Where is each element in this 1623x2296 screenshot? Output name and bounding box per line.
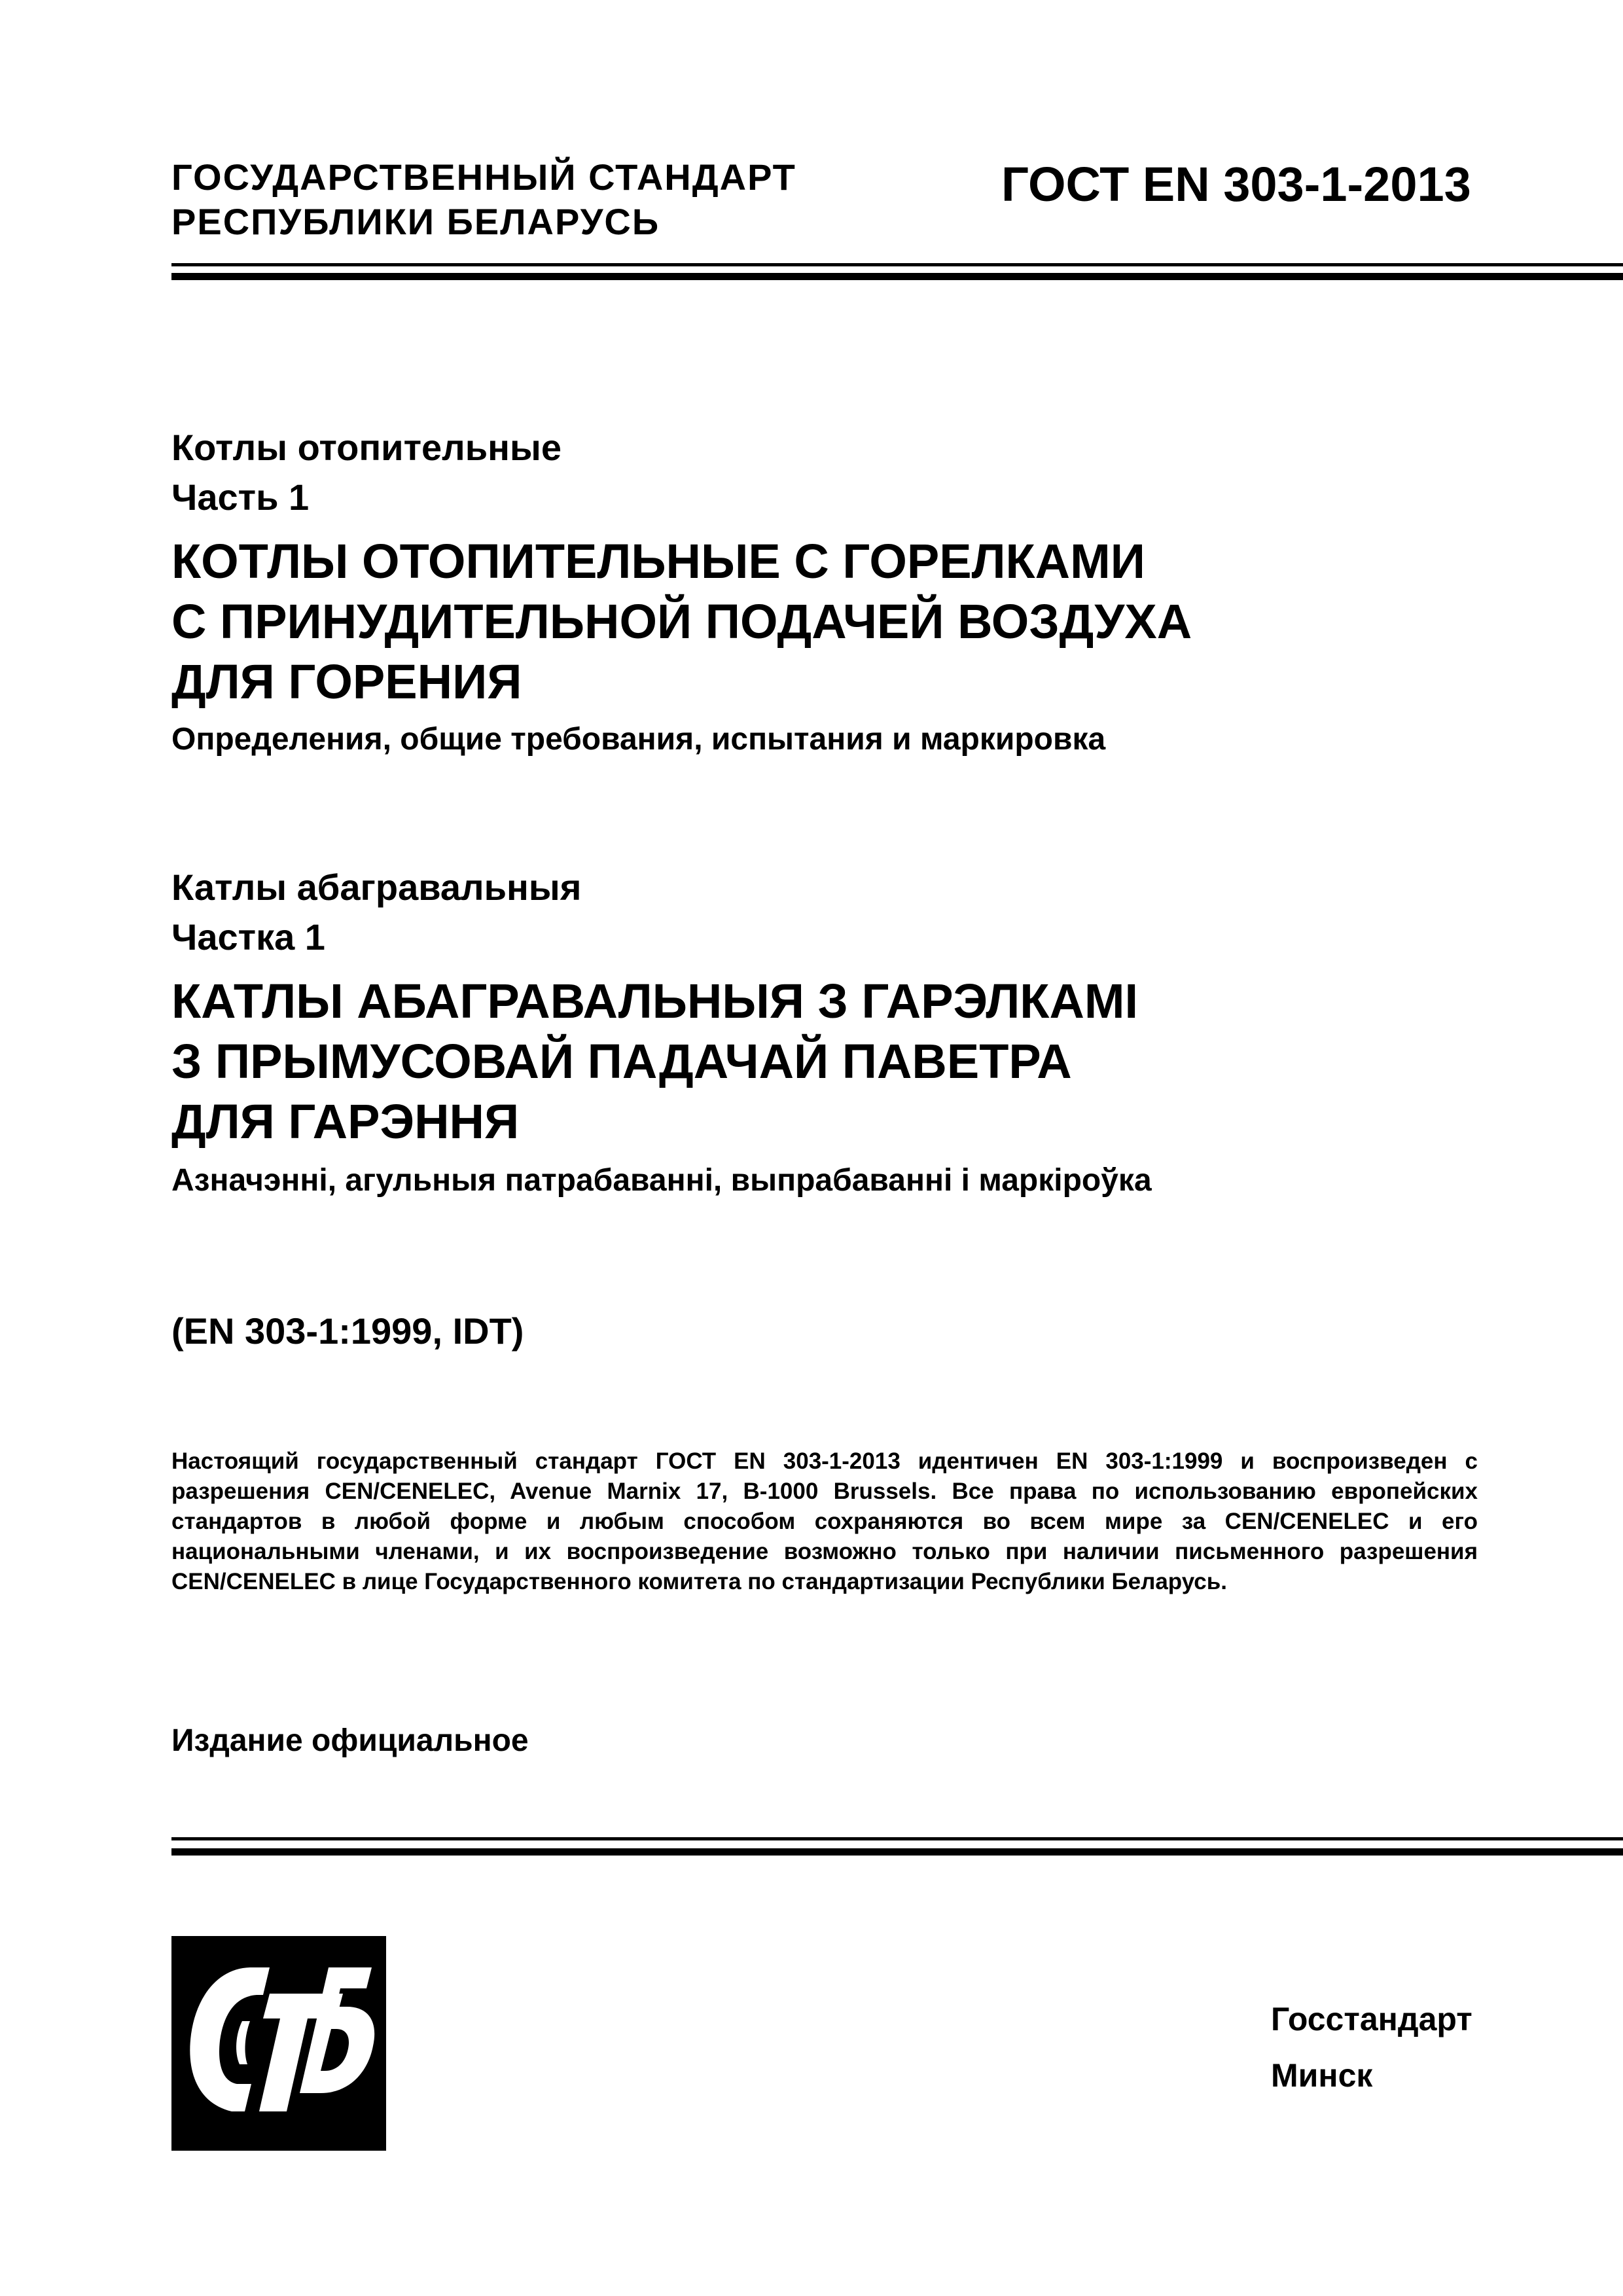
ru-subtitle-2: Часть 1: [171, 476, 310, 518]
by-title-line-1: КАТЛЫ АБАГРАВАЛЬНЫЯ З ГАРЭЛКАМІ: [171, 974, 1139, 1028]
by-title-line-2: З ПРЫМУСОВАЙ ПАДАЧАЙ ПАВЕТРА: [171, 1034, 1072, 1088]
by-title-line-3: ДЛЯ ГАРЭННЯ: [171, 1094, 520, 1149]
by-subtitle-1: Катлы абагравальныя: [171, 867, 582, 908]
by-description: Азначэнні, агульныя патрабаванні, выпрабаванні і маркіроўка: [171, 1163, 1152, 1198]
by-subtitle-2: Частка 1: [171, 916, 325, 958]
bottom-rule-thick: [171, 1848, 1623, 1856]
stb-logo: [171, 1936, 386, 2151]
publisher-city: Минск: [1271, 2057, 1373, 2094]
ru-description: Определения, общие требования, испытания и маркировка: [171, 722, 1106, 757]
ru-title-line-1: КОТЛЫ ОТОПИТЕЛЬНЫЕ С ГОРЕЛКАМИ: [171, 534, 1145, 588]
ru-subtitle-1: Котлы отопительные: [171, 427, 562, 468]
top-rule-thin: [171, 263, 1623, 266]
standard-designation: ГОСТ EN 303-1-2013: [1001, 157, 1471, 211]
en-equivalence: (EN 303-1:1999, IDT): [171, 1310, 524, 1352]
ru-title-line-2: С ПРИНУДИТЕЛЬНОЙ ПОДАЧЕЙ ВОЗДУХА: [171, 594, 1192, 649]
standard-org-header: [171, 155, 796, 244]
stb-logo-icon: [171, 1936, 386, 2151]
copyright-notice: Настоящий государственный стандарт ГОСТ EN 303-1-2013 идентичен EN 303-1:1999 и воспроизведен с разрешения CEN/CENELEC, Avenue Marnix 17, B-1000 Brussels. Все права по использованию европейских стандартов в любой форме и любым способом сохраняются во всем мире за CEN/CENELEC и его национальными членами, и их воспроизведение возможно только при наличии письменного разрешения CEN/CENELEC в лице Государственного комитета по стандартизации Республики Беларусь.: [171, 1448, 1478, 1594]
org-line-1: ГОСУДАРСТВЕННЫЙ СТАНДАРТ: [171, 156, 796, 198]
edition-label: Издание официальное: [171, 1723, 529, 1758]
publisher-name: Госстандарт: [1271, 2001, 1472, 2037]
ru-title-line-3: ДЛЯ ГОРЕНИЯ: [171, 655, 522, 709]
top-rule-thick: [171, 273, 1623, 280]
bottom-rule-thin: [171, 1837, 1623, 1840]
org-line-2: РЕСПУБЛИКИ БЕЛАРУСЬ: [171, 201, 660, 242]
